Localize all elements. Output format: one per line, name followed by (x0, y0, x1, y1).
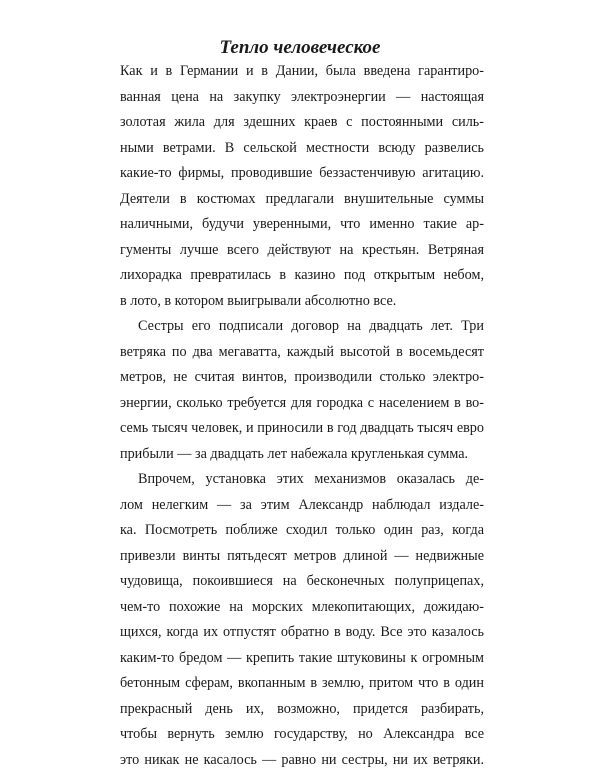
text-line: в лото, в котором выигрывали абсолютно все. (120, 289, 484, 315)
body-text (120, 59, 484, 773)
text-line: прекрасный день их, возможно, придется разбирать, (120, 697, 484, 723)
text-line: метров, не считая винтов, производили столько электро- (120, 365, 484, 391)
text-line: чем-то похожие на морских млекопитающих, дожидаю- (120, 595, 484, 621)
text-line: ка. Посмотреть поближе сходил только один раз, когда (120, 518, 484, 544)
text-line: семь тысяч человек, и приносили в год двадцать тысяч евро (120, 416, 484, 442)
text-line: щихся, когда их отпустят обратно в воду. Все это казалось (120, 620, 484, 646)
text-line: бетонным сферам, вкопанным в землю, притом что в один (120, 671, 484, 697)
running-head: Тепло человеческое (0, 37, 600, 59)
text-line: прибыли — за двадцать лет набежала кругленькая сумма. (120, 442, 484, 468)
text-line: лихорадка превратилась в казино под открытым небом, (120, 263, 484, 289)
text-line: наличными, будучи уверенными, что именно такие ар- (120, 212, 484, 238)
text-line: Впрочем, установка этих механизмов оказалась де- (120, 467, 484, 493)
text-line: чтобы вернуть землю государству, но Александра все (120, 722, 484, 748)
text-line: гументы лучше всего действуют на крестьян. Ветряная (120, 238, 484, 264)
text-line: золотая жила для здешних краев с постоянными силь- (120, 110, 484, 136)
text-line: привезли винты пятьдесят метров длиной — недвижные (120, 544, 484, 570)
text-line: это никак не касалось — равно ни сестры, ни их ветряки. (120, 748, 484, 773)
paragraph-3 (120, 467, 484, 773)
text-line: лом нелегким — за этим Александр наблюдал издале- (120, 493, 484, 519)
text-line: Как и в Германии и в Дании, была введена гарантиро- (120, 59, 484, 85)
text-line: ванная цена на закупку электроэнергии — настоящая (120, 85, 484, 111)
text-line: Деятели в костюмах предлагали внушительные суммы (120, 187, 484, 213)
text-line: какие-то фирмы, проводившие беззастенчивую агитацию. (120, 161, 484, 187)
paragraph-1 (120, 59, 484, 314)
text-line: ветряка по два мегаватта, каждый высотой в восемьдесят (120, 340, 484, 366)
text-line: Сестры его подписали договор на двадцать лет. Три (120, 314, 484, 340)
text-line: каким-то бредом — крепить такие штуковины к огромным (120, 646, 484, 672)
paragraph-2 (120, 314, 484, 467)
text-line: чудовища, покоившиеся на бесконечных полуприцепах, (120, 569, 484, 595)
text-line: энергии, сколько требуется для городка с населением в во- (120, 391, 484, 417)
text-line: ными ветрами. В сельской местности всюду развелись (120, 136, 484, 162)
